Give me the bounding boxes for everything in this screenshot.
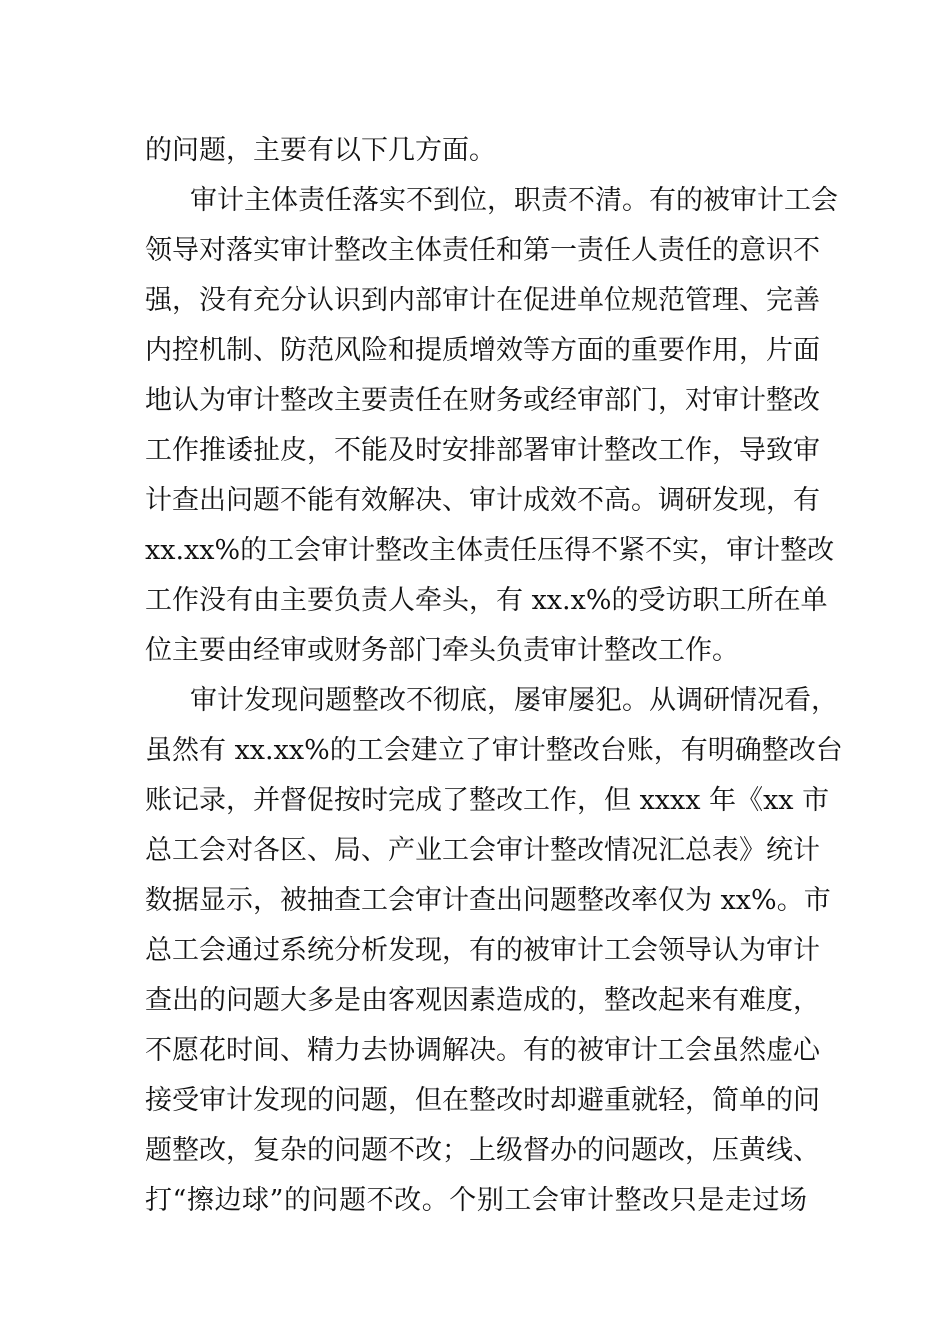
- text-line: 虽然有 xx.xx%的工会建立了审计整改台账，有明确整改台: [145, 735, 843, 766]
- text-line: 地认为审计整改主要责任在财务或经审部门，对审计整改: [145, 385, 820, 416]
- text-line: 的问题，主要有以下几方面。: [145, 135, 496, 166]
- text-line: 接受审计发现的问题，但在整改时却避重就轻，简单的问: [145, 1085, 820, 1116]
- text-line: 工作推诿扯皮，不能及时安排部署审计整改工作，导致审: [145, 435, 820, 466]
- text-line: 账记录，并督促按时完成了整改工作，但 xxxx 年《xx 市: [145, 785, 830, 816]
- paragraph-start-line: 审计主体责任落实不到位，职责不清。有的被审计工会: [190, 185, 838, 216]
- paragraph-start-line: 审计发现问题整改不彻底，屡审屡犯。从调研情况看，: [190, 685, 838, 716]
- text-line: 内控机制、防范风险和提质增效等方面的重要作用，片面: [145, 335, 820, 366]
- text-line: 总工会对各区、局、产业工会审计整改情况汇总表》统计: [145, 835, 820, 866]
- text-line: xx.xx%的工会审计整改主体责任压得不紧不实，审计整改: [145, 535, 835, 566]
- text-line: 位主要由经审或财务部门牵头负责审计整改工作。: [145, 635, 739, 666]
- text-line: 不愿花时间、精力去协调解决。有的被审计工会虽然虚心: [145, 1035, 820, 1066]
- text-line: 打“擦边球”的问题不改。个别工会审计整改只是走过场: [145, 1185, 807, 1216]
- text-line: 工作没有由主要负责人牵头，有 xx.x%的受访职工所在单: [145, 585, 828, 616]
- text-line: 查出的问题大多是由客观因素造成的，整改起来有难度，: [145, 985, 820, 1016]
- text-line: 计查出问题不能有效解决、审计成效不高。调研发现，有: [145, 485, 820, 516]
- text-line: 数据显示，被抽查工会审计查出问题整改率仅为 xx%。市: [145, 885, 831, 916]
- text-line: 强，没有充分认识到内部审计在促进单位规范管理、完善: [145, 285, 820, 316]
- text-line: 领导对落实审计整改主体责任和第一责任人责任的意识不: [145, 235, 820, 266]
- text-line: 总工会通过系统分析发现，有的被审计工会领导认为审计: [145, 935, 820, 966]
- text-line: 题整改，复杂的问题不改；上级督办的问题改，压黄线、: [145, 1135, 820, 1166]
